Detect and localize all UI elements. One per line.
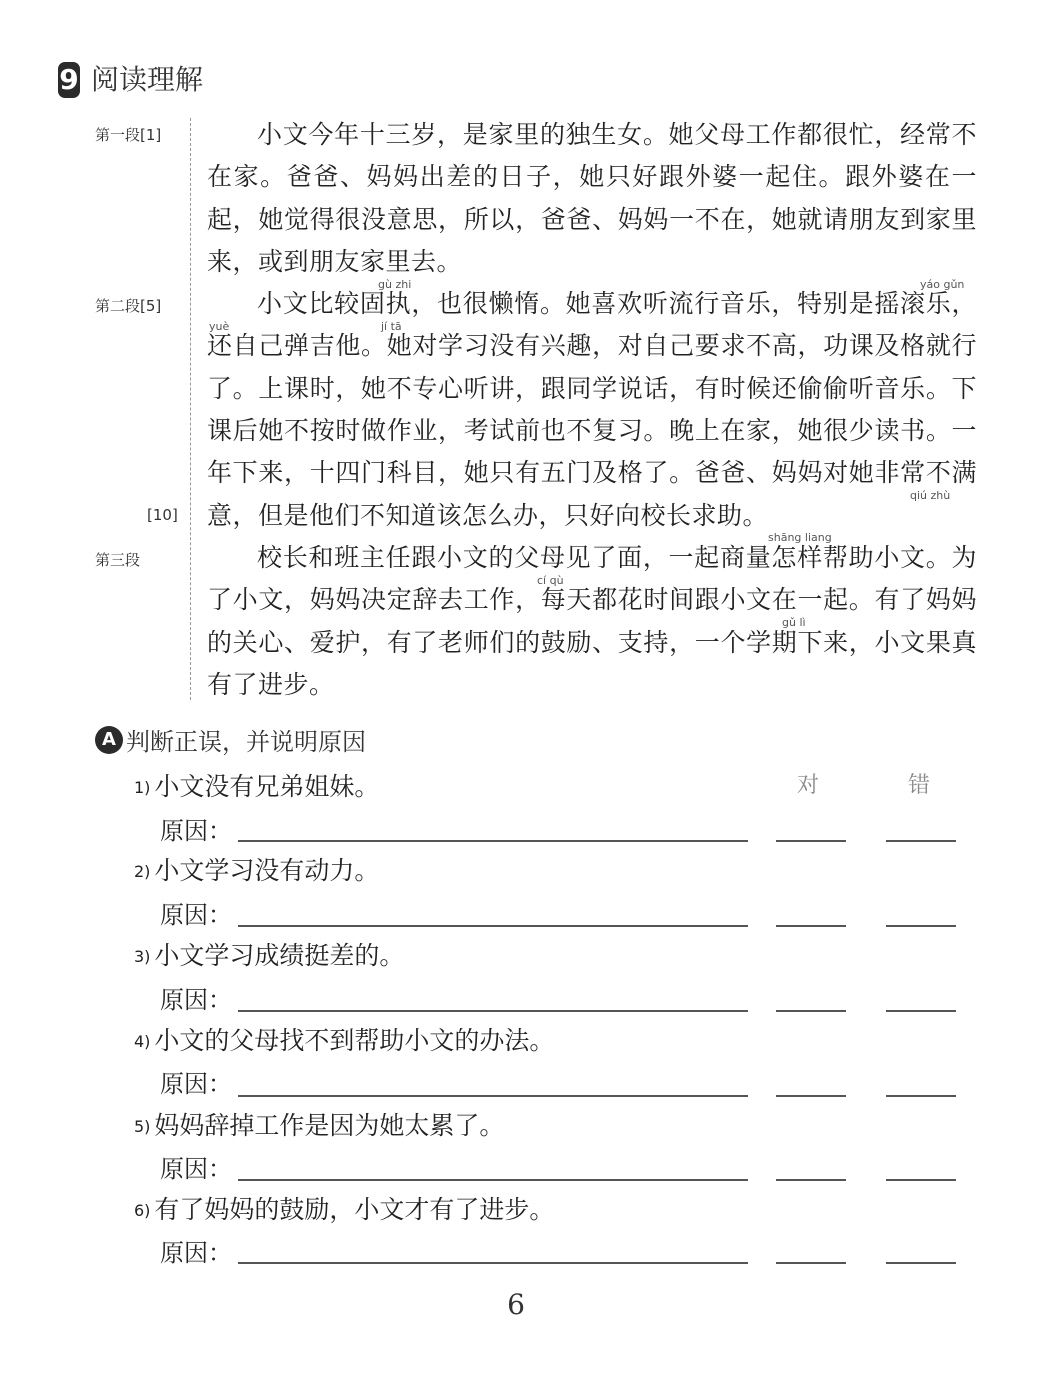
pinyin-yaogun: yáo gǔn [920,278,965,291]
false-answer-line-4[interactable] [886,1095,956,1097]
reason-label: 原因： [160,901,232,929]
passage-paragraph-2: 小文比较固执，也很懒惰。她喜欢听流行音乐，特别是摇滚乐，还自己弹吉他。她对学习没有兴趣，对自己要求不高，功课及格就行了。上课时，她不专心听讲，跟同学说话，有时候还偷偷听音乐。下课后她不按时做作业，考试前也不复习。晚上在家，她很少读书。一年下来，十四门科目，她只有五门及格了。爸爸、妈妈对她非常不满意，但是他们不知道该怎么办，只好向校长求助。 [207,289,977,530]
false-answer-line-2[interactable] [886,925,956,927]
question-3 [134,936,404,972]
question-2 [134,851,379,887]
column-true: 对 [797,773,820,798]
reading-passage [207,114,977,706]
page-number: 6 [507,1288,525,1321]
question-text: 小文学习没有动力。 [154,856,380,885]
true-answer-line-5[interactable] [776,1179,846,1181]
pinyin-guzhi: gù zhi [378,278,412,291]
margin-label-para-2: 第二段[5] [95,297,162,315]
question-number: 5) [134,1117,151,1136]
reason-label: 原因： [160,1155,232,1183]
false-answer-line-5[interactable] [886,1179,956,1181]
passage-paragraph-1: 小文今年十三岁，是家里的独生女。她父母工作都很忙，经常不在家。爸爸、妈妈出差的日子，她只好跟外婆一起住。跟外婆在一起，她觉得很没意思，所以，爸爸、妈妈一不在，她就请朋友到家里来，或到朋友家里去。 [207,120,977,276]
reason-answer-line-1[interactable] [238,840,748,842]
reason-answer-line-2[interactable] [238,925,748,927]
question-number: 4) [134,1032,151,1051]
reason-answer-line-6[interactable] [238,1262,748,1264]
false-answer-line-3[interactable] [886,1010,956,1012]
question-text: 小文的父母找不到帮助小文的办法。 [154,1026,555,1055]
question-6 [134,1190,554,1226]
question-1 [134,767,379,803]
question-text: 妈妈辞掉工作是因为她太累了。 [154,1111,505,1140]
false-answer-line-6[interactable] [886,1262,956,1264]
true-answer-line-1[interactable] [776,840,846,842]
reason-answer-line-4[interactable] [238,1095,748,1097]
question-4 [134,1021,554,1057]
pinyin-shangliang: shāng liang [768,531,832,544]
section-a-title: 判断正误，并说明原因 [126,728,366,756]
reason-label: 原因： [160,1239,232,1267]
question-number: 1) [134,778,151,797]
reason-label: 原因： [160,817,232,845]
reason-answer-line-5[interactable] [238,1179,748,1181]
pinyin-qiuzhu: qiú zhù [910,489,951,502]
question-text: 小文没有兄弟姐妹。 [154,772,380,801]
section-a-header [95,722,366,754]
margin-label-para-3: 第三段 [95,551,141,569]
margin-divider [190,118,191,700]
reason-answer-line-3[interactable] [238,1010,748,1012]
question-text: 有了妈妈的鼓励，小文才有了进步。 [154,1195,555,1224]
question-5 [134,1106,504,1142]
question-number: 6) [134,1201,151,1220]
question-text: 小文学习成绩挺差的。 [154,941,405,970]
reason-label: 原因： [160,986,232,1014]
false-answer-line-1[interactable] [886,840,956,842]
exercise-title-text: 阅读理解 [91,63,204,96]
true-answer-line-6[interactable] [776,1262,846,1264]
pinyin-yue: yuè [209,320,230,333]
margin-label-para-1: 第一段[1] [95,126,162,144]
column-false: 错 [908,773,931,798]
question-number: 3) [134,947,151,966]
margin-label-line-10: [10] [147,506,178,524]
passage-paragraph-3: 校长和班主任跟小文的父母见了面，一起商量怎样帮助小文。为了小文，妈妈决定辞去工作，每天都花时间跟小文在一起。有了妈妈的关心、爱护，有了老师们的鼓励、支持，一个学期下来，小文果真有了进步。 [207,542,977,699]
pinyin-jita: jí tā [381,320,402,333]
true-answer-line-4[interactable] [776,1095,846,1097]
pinyin-guli: gǔ lì [782,616,806,629]
question-number: 2) [134,862,151,881]
pinyin-ciqu: cí qù [537,574,564,587]
section-a-badge: A [95,726,123,754]
exercise-number: 9 [59,63,79,96]
true-answer-line-3[interactable] [776,1010,846,1012]
true-answer-line-2[interactable] [776,925,846,927]
reason-label: 原因： [160,1070,232,1098]
